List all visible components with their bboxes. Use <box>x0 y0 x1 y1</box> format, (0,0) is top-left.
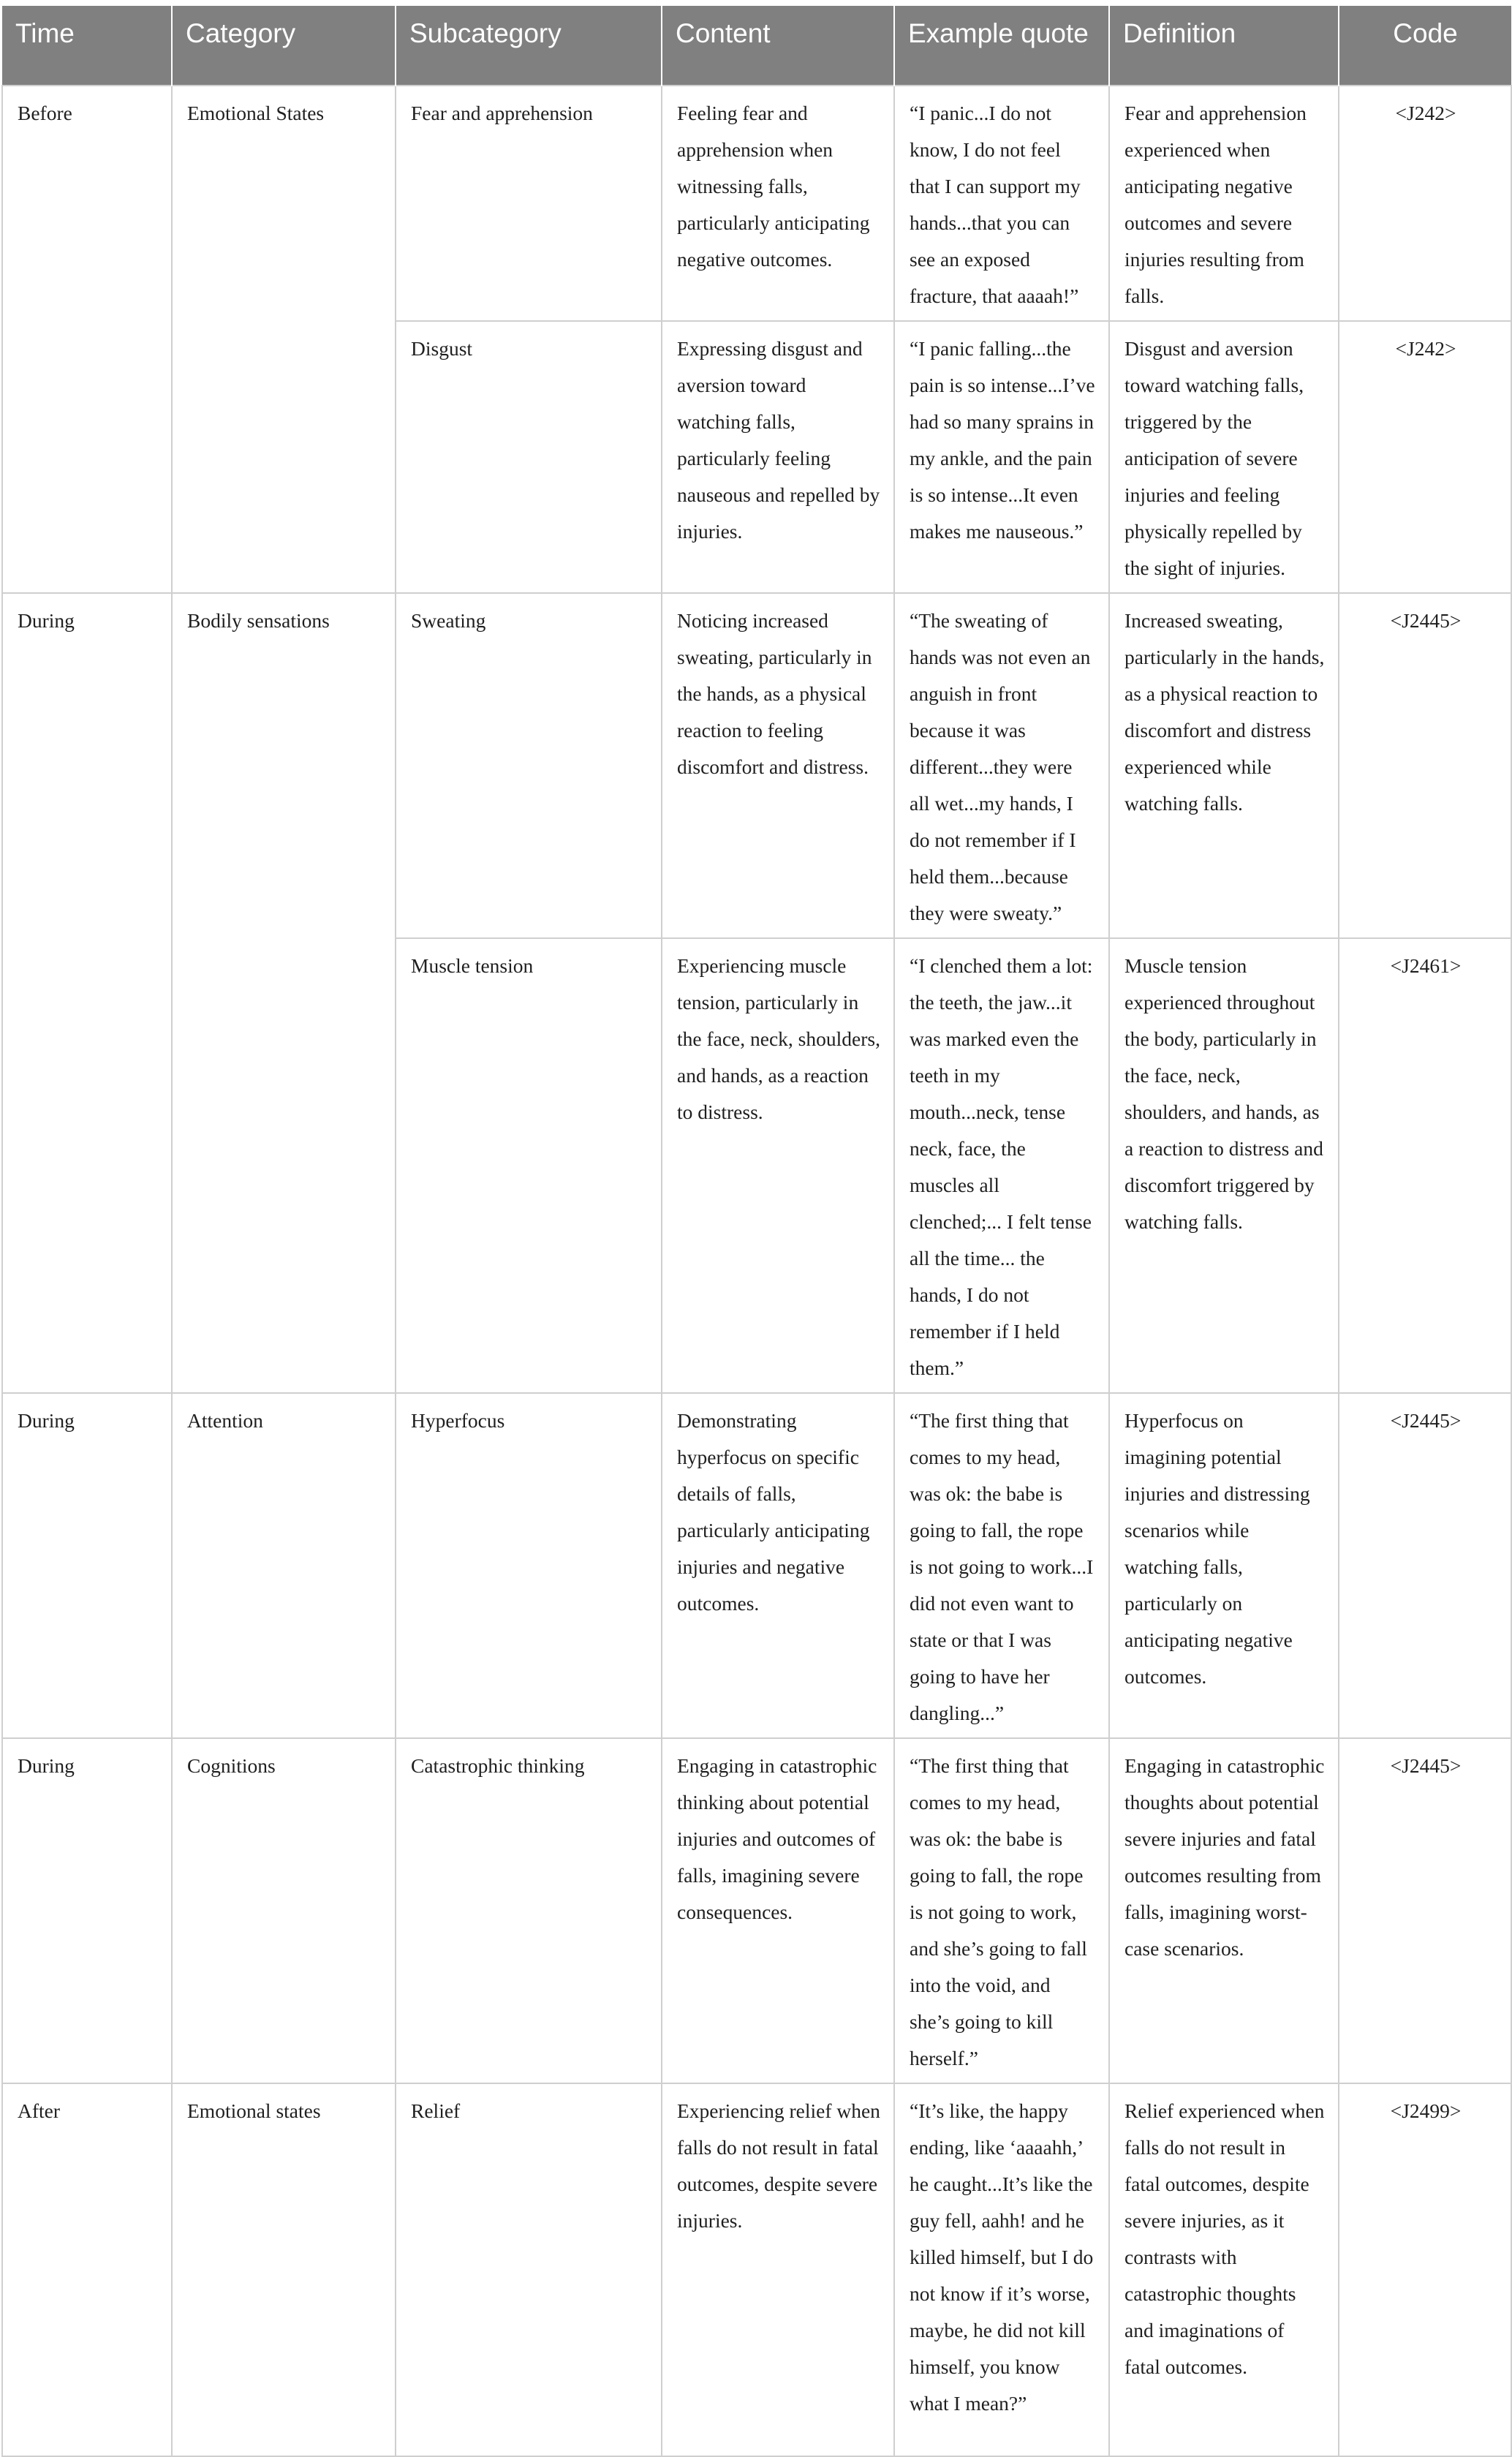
category-cell: Emotional States <box>172 86 396 593</box>
content-cell: Expressing disgust and aversion toward watching falls, particularly feeling nauseous and repelled by injuries. <box>662 321 894 593</box>
header-subcategory: Subcategory <box>396 6 662 86</box>
time-cell: Before <box>2 86 172 593</box>
definition-cell: Increased sweating, particularly in the hands, as a physical reaction to discomfort and distress experienced while watching falls. <box>1109 593 1339 938</box>
definition-cell: Muscle tension experienced throughout the body, particularly in the face, neck, shoulders, and hands, as a reaction to distress and discomfort triggered by watching falls. <box>1109 938 1339 1393</box>
header-code: Code <box>1339 6 1511 86</box>
quote-cell: “The sweating of hands was not even an anguish in front because it was different...they were all wet...my hands, I do not remember if I held them...because they were sweaty.” <box>894 593 1109 938</box>
code-cell: <J242> <box>1339 321 1511 593</box>
table-row <box>2 86 1511 321</box>
code-cell: <J2445> <box>1339 1738 1511 2083</box>
quote-cell: “The first thing that comes to my head, was ok: the babe is going to fall, the rope is not going to work...I did not even want to state or that I was going to have her dangling...” <box>894 1393 1109 1738</box>
definition-cell: Relief experienced when falls do not result in fatal outcomes, despite severe injuries, as it contrasts with catastrophic thoughts and imaginations of fatal outcomes. <box>1109 2083 1339 2456</box>
content-cell: Demonstrating hyperfocus on specific details of falls, particularly anticipating injuries and negative outcomes. <box>662 1393 894 1738</box>
quote-cell: “It’s like, the happy ending, like ‘aaaahh,’ he caught...It’s like the guy fell, aahh! and he killed himself, but I do not know if it’s worse, maybe, he did not kill himself, you know what I mean?” <box>894 2083 1109 2456</box>
definition-cell: Hyperfocus on imagining potential injuries and distressing scenarios while watching falls, particularly on anticipating negative outcomes. <box>1109 1393 1339 1738</box>
code-cell: <J242> <box>1339 86 1511 321</box>
quote-cell: “I panic falling...the pain is so intense...I’ve had so many sprains in my ankle, and the pain is so intense...It even makes me nauseous.” <box>894 321 1109 593</box>
qualitative-coding-table <box>1 6 1512 2457</box>
code-cell: <J2499> <box>1339 2083 1511 2456</box>
header-category: Category <box>172 6 396 86</box>
subcategory-cell: Hyperfocus <box>396 1393 662 1738</box>
header-definition: Definition <box>1109 6 1339 86</box>
quote-cell: “The first thing that comes to my head, was ok: the babe is going to fall, the rope is not going to work, and she’s going to fall into the void, and she’s going to kill herself.” <box>894 1738 1109 2083</box>
header-time: Time <box>2 6 172 86</box>
table-row <box>2 2083 1511 2456</box>
definition-cell: Disgust and aversion toward watching falls, triggered by the anticipation of severe injuries and feeling physically repelled by the sight of injuries. <box>1109 321 1339 593</box>
definition-cell: Fear and apprehension experienced when anticipating negative outcomes and severe injuries resulting from falls. <box>1109 86 1339 321</box>
code-cell: <J2461> <box>1339 938 1511 1393</box>
category-cell: Emotional states <box>172 2083 396 2456</box>
table-row <box>2 1393 1511 1738</box>
time-cell: After <box>2 2083 172 2456</box>
time-cell: During <box>2 593 172 1393</box>
content-cell: Engaging in catastrophic thinking about potential injuries and outcomes of falls, imagining severe consequences. <box>662 1738 894 2083</box>
subcategory-cell: Catastrophic thinking <box>396 1738 662 2083</box>
time-cell: During <box>2 1393 172 1738</box>
code-cell: <J2445> <box>1339 1393 1511 1738</box>
subcategory-cell: Relief <box>396 2083 662 2456</box>
subcategory-cell: Fear and apprehension <box>396 86 662 321</box>
definition-cell: Engaging in catastrophic thoughts about potential severe injuries and fatal outcomes resulting from falls, imagining worst-case scenarios. <box>1109 1738 1339 2083</box>
content-cell: Experiencing muscle tension, particularly in the face, neck, shoulders, and hands, as a reaction to distress. <box>662 938 894 1393</box>
subcategory-cell: Muscle tension <box>396 938 662 1393</box>
table-row <box>2 1738 1511 2083</box>
category-cell: Cognitions <box>172 1738 396 2083</box>
quote-cell: “I clenched them a lot: the teeth, the jaw...it was marked even the teeth in my mouth...neck, tense neck, face, the muscles all clenched;... I felt tense all the time... the hands, I do not remember if I held them.” <box>894 938 1109 1393</box>
code-cell: <J2445> <box>1339 593 1511 938</box>
content-cell: Noticing increased sweating, particularly in the hands, as a physical reaction to feeling discomfort and distress. <box>662 593 894 938</box>
content-cell: Experiencing relief when falls do not result in fatal outcomes, despite severe injuries. <box>662 2083 894 2456</box>
category-cell: Attention <box>172 1393 396 1738</box>
quote-cell: “I panic...I do not know, I do not feel that I can support my hands...that you can see an exposed fracture, that aaaah!” <box>894 86 1109 321</box>
header-example-quote: Example quote <box>894 6 1109 86</box>
subcategory-cell: Sweating <box>396 593 662 938</box>
table-container <box>0 6 1512 2457</box>
table-row <box>2 593 1511 938</box>
header-row <box>2 6 1511 86</box>
header-content: Content <box>662 6 894 86</box>
content-cell: Feeling fear and apprehension when witnessing falls, particularly anticipating negative outcomes. <box>662 86 894 321</box>
subcategory-cell: Disgust <box>396 321 662 593</box>
category-cell: Bodily sensations <box>172 593 396 1393</box>
time-cell: During <box>2 1738 172 2083</box>
